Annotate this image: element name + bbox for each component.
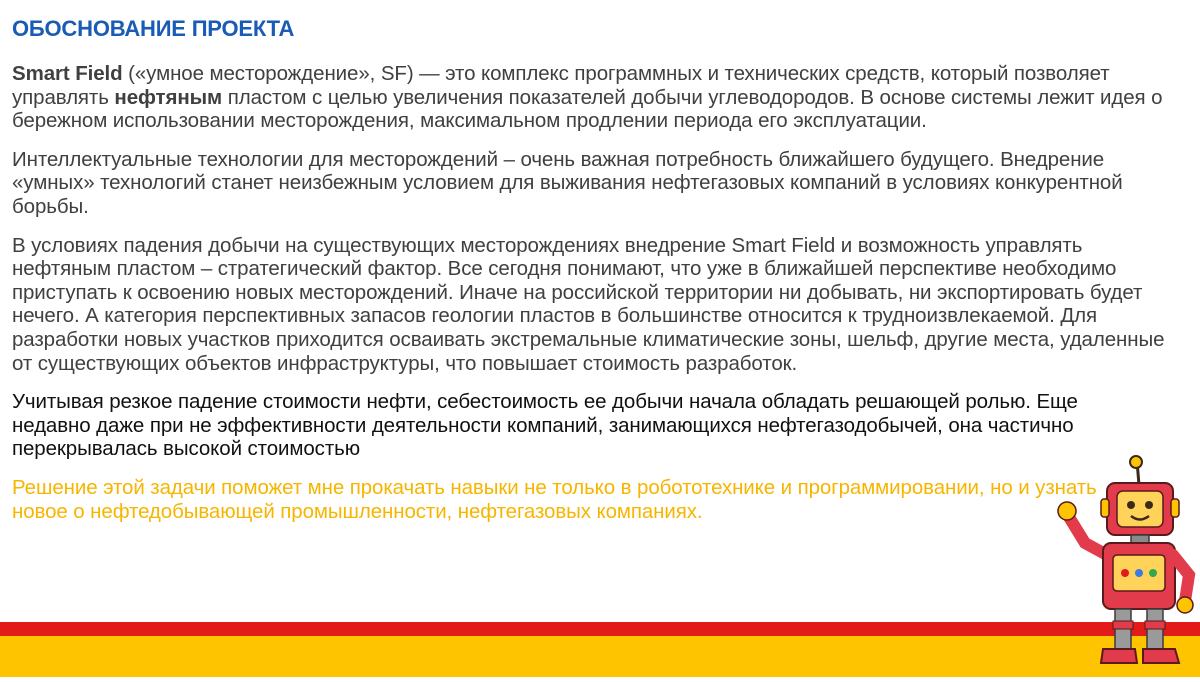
paragraph-personal-goal: Решение этой задачи поможет мне прокачать навыки не только в робототехнике и программировании, но и узнать новое о нефтедобывающей промышленности, нефтегазовых компаниях. [12, 475, 1097, 523]
footer-stripe [0, 622, 1200, 677]
footer-stripe-yellow [0, 636, 1200, 677]
page-title: ОБОСНОВАНИЕ ПРОЕКТА [12, 16, 295, 41]
footer-stripe-red [0, 622, 1200, 636]
paragraph-smart-field [12, 62, 1172, 133]
paragraph-text: («умное месторождение», SF) — это комплекс программных и технических средств, который позволяет управлять [12, 62, 1110, 109]
paragraph-production-decline: В условиях падения добычи на существующих месторождениях внедрение Smart Field и возможность управлять нефтяным пластом – стратегический фактор. Все сегодня понимают, что уже в ближайшей перспективе необходимо приступать к освоению новых месторождений. Иначе на российской территории ни добывать, ни экспортировать будет нечего. А категория перспективных запасов геологии пластов в большинстве относится к трудноизвлекаемой. Для разработки новых участков приходится осваивать экстремальные климатические зоны, шельф, другие места, удаленные от существующих объектов инфраструктуры, что повышает стоимость разработок. [12, 233, 1165, 375]
paragraph-intelligent-tech: Интеллектуальные технологии для месторождений – очень важная потребность ближайшего будущего. Внедрение «умных» технологий станет неизбежным условием для выживания нефтегазовых компаний в условиях конкурентной борьбы. [12, 147, 1123, 218]
robot-mascot-icon [1045, 455, 1200, 677]
smart-field-term: Smart Field [12, 62, 123, 85]
paragraph-text: пластом с целью увеличения показателей добычи углеводородов. В основе системы лежит идея о бережном использовании месторождения, максимальном продлении периода его эксплуатации. [12, 85, 1163, 133]
oil-term: нефтяным [114, 85, 223, 109]
paragraph-oil-price: Учитывая резкое падение стоимости нефти, себестоимость ее добычи начала обладать решающей ролью. Еще недавно даже при не эффективности деятельности компаний, занимающихся нефтегазодобычей, она частично перекрывалась высокой стоимостью [12, 390, 1078, 461]
content-area [12, 62, 1172, 538]
